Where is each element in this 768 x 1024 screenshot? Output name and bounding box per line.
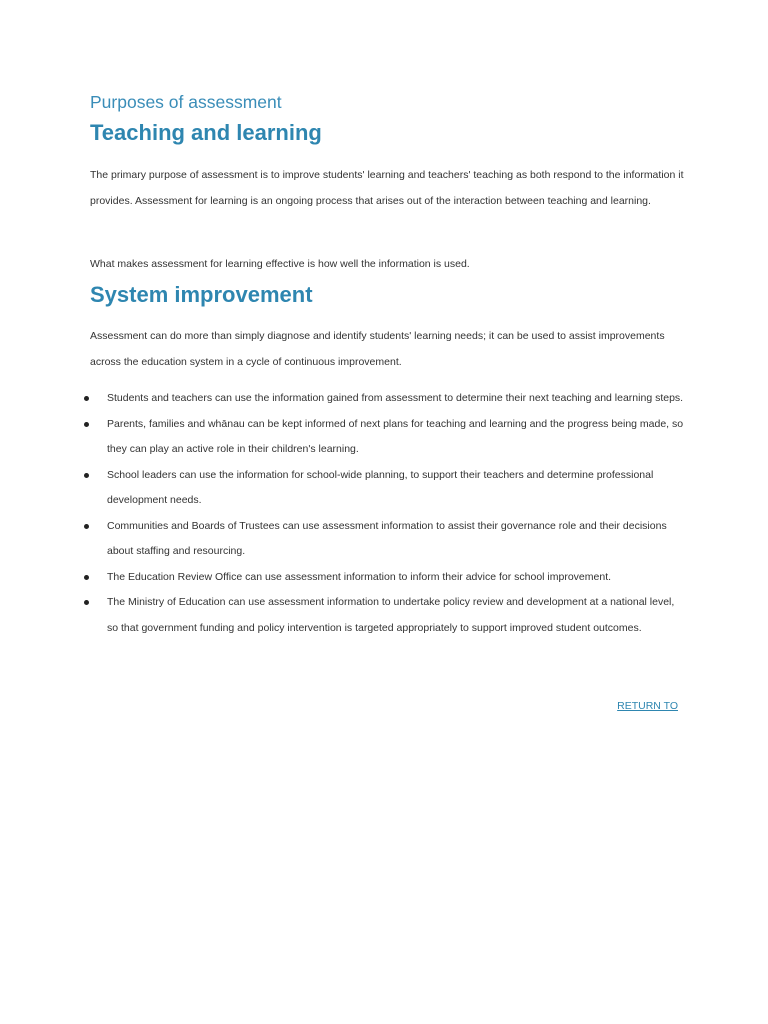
- list-item: [0, 514, 687, 565]
- bullet-icon: [84, 422, 89, 427]
- list-item: [0, 590, 687, 641]
- section-label: Purposes of assessment: [90, 92, 282, 112]
- list-item: [0, 463, 687, 514]
- list-item-text: The Education Review Office can use assessment information to inform their advice for school improvement.: [107, 570, 612, 583]
- list-item: [0, 412, 687, 463]
- list-item-text: The Ministry of Education can use assessment information to undertake policy review and development at a national level, so that government funding and policy intervention is targeted appropriately to support improved student outcomes.: [107, 596, 675, 634]
- system-paragraph: Assessment can do more than simply diagnose and identify students' learning needs; it can be used to assist improvements across the education system in a cycle of continuous improvement.: [90, 330, 665, 368]
- list-item: [0, 386, 687, 412]
- bullet-icon: [84, 600, 89, 605]
- teaching-paragraph-2: What makes assessment for learning effective is how well the information is used.: [90, 258, 470, 270]
- list-item-text: Parents, families and whānau can be kept informed of next plans for teaching and learning and the progress being made, so they can play an active role in their children's learning.: [107, 417, 684, 455]
- improvement-list: [0, 386, 700, 641]
- list-item: [0, 565, 687, 591]
- bullet-icon: [84, 473, 89, 478]
- bullet-icon: [84, 575, 89, 580]
- list-item-text: Communities and Boards of Trustees can use assessment information to assist their governance role and their decisions about staffing and resourcing.: [107, 519, 667, 557]
- return-link[interactable]: RETURN TO: [617, 700, 678, 712]
- list-item-text: School leaders can use the information for school-wide planning, to support their teachers and determine professional development needs.: [107, 468, 654, 506]
- bullet-icon: [84, 524, 89, 529]
- bullet-icon: [84, 396, 89, 401]
- list-item-text: Students and teachers can use the information gained from assessment to determine their next teaching and learning steps.: [107, 392, 684, 404]
- teaching-heading: Teaching and learning: [90, 120, 322, 145]
- teaching-paragraph: The primary purpose of assessment is to improve students' learning and teachers' teaching as both respond to the information it provides. Assessment for learning is an ongoing process that arises out of the interaction between teaching and learning.: [90, 169, 684, 207]
- system-heading: System improvement: [90, 282, 313, 307]
